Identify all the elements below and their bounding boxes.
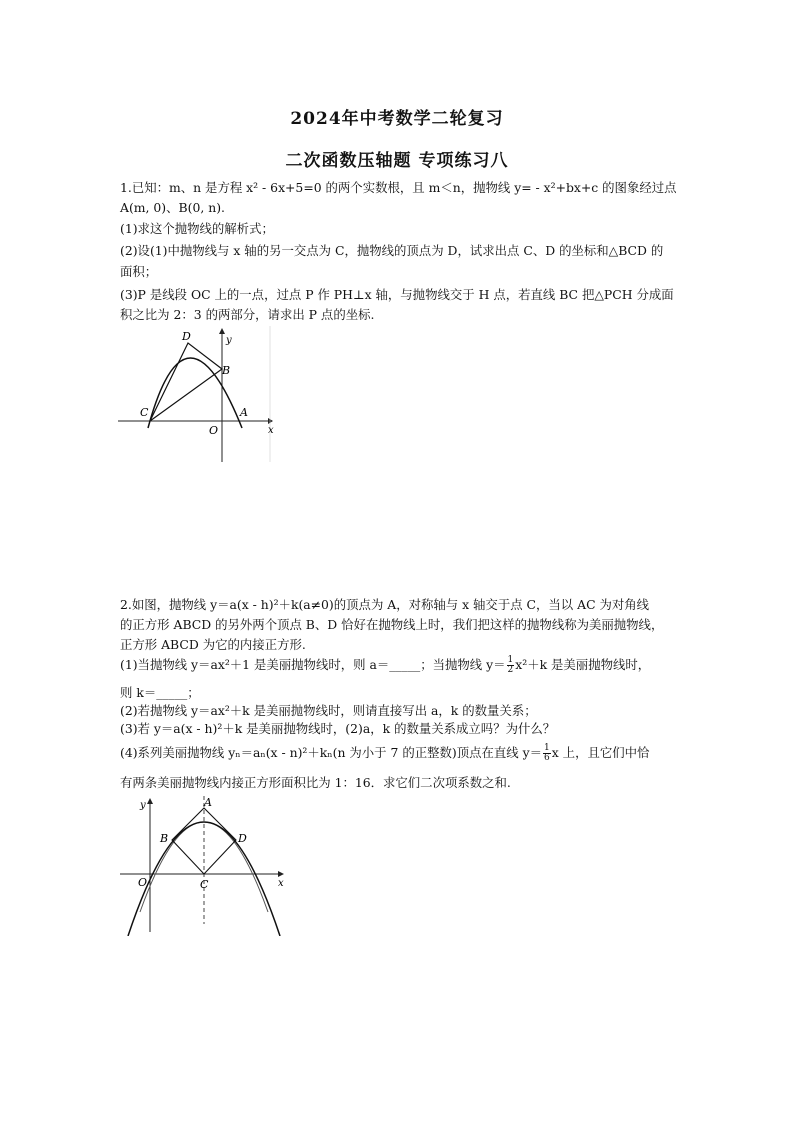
q2-fraction-half-den: 2 bbox=[507, 665, 514, 675]
q2-label-d: D bbox=[238, 832, 247, 845]
q1-line-1: 1.已知：m、n 是方程 x² - 6x+5=0 的两个实数根，且 m＜n，抛物线 y= - x²+bx+c 的图象经过点 bbox=[120, 180, 677, 195]
q1-y-arrow bbox=[219, 328, 225, 334]
q2-part-1-text-a: (1)当抛物线 y＝ax²＋1 是美丽抛物线时，则 a＝_____；当抛物线 y＝ bbox=[120, 657, 506, 672]
q2-figure bbox=[118, 794, 293, 936]
q1-label-d: D bbox=[182, 330, 191, 343]
q1-label-b: B bbox=[222, 364, 231, 377]
q2-part-1-text-b: x²＋k 是美丽抛物线时， bbox=[515, 657, 651, 672]
q1-label-o: O bbox=[209, 424, 219, 437]
q1-part-2: (2)设(1)中抛物线与 x 轴的另一交点为 C，抛物线的顶点为 D，试求出点 C、D 的坐标和△BCD 的 bbox=[120, 243, 664, 258]
q1-label-y: y bbox=[226, 335, 232, 346]
q1-part-1: (1)求这个抛物线的解析式； bbox=[120, 221, 274, 236]
document-subtitle: 二次函数压轴题 专项练习八 bbox=[285, 151, 509, 171]
q2-line-1: 2.如图，抛物线 y＝a(x - h)²＋k(a≠0)的顶点为 A，对称轴与 x 轴交于点 C，当以 AC 为对角线 bbox=[120, 597, 650, 612]
q2-line-3: 正方形 ABCD 为它的内接正方形. bbox=[120, 637, 306, 652]
q1-line-2: A(m, 0)、B(0, n). bbox=[120, 200, 225, 215]
q1-part-2-cont: 面积； bbox=[120, 264, 158, 279]
q2-part-1 bbox=[120, 656, 710, 675]
q2-part-4-text-b: x 上，且它们中恰 bbox=[551, 745, 650, 760]
q2-x-arrow bbox=[278, 871, 284, 877]
q2-label-y: y bbox=[140, 800, 146, 811]
q1-figure bbox=[118, 326, 278, 466]
q2-part-4-cont: 有两条美丽抛物线内接正方形面积比为 1：16．求它们二次项系数之和. bbox=[120, 775, 511, 790]
q2-fraction-half bbox=[507, 656, 515, 675]
q2-part-4-text-a: (4)系列美丽抛物线 yₙ＝aₙ(x - n)²＋kₙ(n 为小于 7 的正整数)顶点在直线 y＝ bbox=[120, 745, 543, 760]
q2-part-4 bbox=[120, 744, 710, 763]
q2-fraction-half-num: 1 bbox=[507, 655, 514, 665]
q2-label-o: O bbox=[138, 876, 148, 889]
q2-fraction-sixth-den: 6 bbox=[544, 753, 550, 763]
q1-label-a: A bbox=[240, 406, 248, 419]
q1-label-c: C bbox=[140, 406, 149, 419]
q2-fraction-sixth bbox=[543, 744, 551, 763]
q2-label-x: x bbox=[278, 878, 284, 889]
q2-label-c: C bbox=[200, 878, 209, 891]
q2-fraction-sixth-num: 1 bbox=[544, 743, 550, 753]
q2-part-2: (2)若抛物线 y＝ax²＋k 是美丽抛物线时，则请直接写出 a，k 的数量关系； bbox=[120, 703, 537, 718]
q1-x-arrow bbox=[268, 418, 273, 424]
q2-label-b: B bbox=[160, 832, 169, 845]
q1-part-3: (3)P 是线段 OC 上的一点，过点 P 作 PH⊥x 轴，与抛物线交于 H 点，若直线 BC 把△PCH 分成面 bbox=[120, 287, 674, 302]
q1-triangle-bcd bbox=[150, 343, 222, 421]
q2-label-a: A bbox=[204, 796, 212, 809]
document-title: 2024年中考数学二轮复习 bbox=[290, 109, 504, 129]
q1-part-3-cont: 积之比为 2：3 的两部分，请求出 P 点的坐标. bbox=[120, 307, 375, 322]
q2-line-2: 的正方形 ABCD 的另外两个顶点 B、D 恰好在抛物线上时，我们把这样的抛物线称为美丽抛物线， bbox=[120, 617, 664, 632]
q1-label-x: x bbox=[268, 425, 274, 436]
q2-part-3: (3)若 y＝a(x - h)²＋k 是美丽抛物线时，(2)a，k 的数量关系成立吗？为什么？ bbox=[120, 721, 556, 736]
q2-part-1-cont: 则 k＝_____； bbox=[120, 685, 200, 700]
q2-y-arrow bbox=[147, 798, 153, 804]
